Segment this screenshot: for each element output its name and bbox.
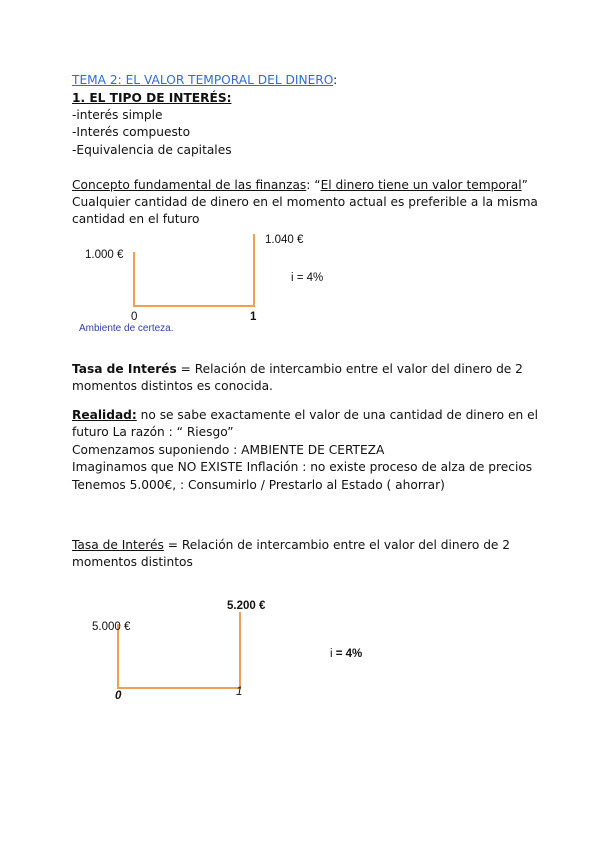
tasa-term: Tasa de Interés	[72, 362, 177, 376]
list-item: -interés simple	[72, 108, 163, 122]
realidad-line-4: Imaginamos que NO EXISTE Inflación : no existe proceso de alza de precios	[72, 460, 533, 474]
diagram-caption: Ambiente de certeza.	[79, 323, 174, 334]
interest-rate-2	[330, 648, 362, 660]
title-link[interactable]: TEMA 2: EL VALOR TEMPORAL DEL DINERO	[72, 73, 334, 87]
time-0: 0	[131, 311, 138, 323]
concept-end: ”	[521, 178, 528, 192]
realidad-term: Realidad:	[72, 408, 137, 422]
realidad-text: no se sabe exactamente el valor de una cantidad de dinero en el	[136, 408, 538, 422]
tasa-text: = Relación de intercambio entre el valor del dinero de 2	[176, 362, 523, 376]
tasa-line-2: momentos distintos es conocida.	[72, 379, 273, 393]
time-1: 1	[250, 311, 257, 323]
realidad-line-5: Tenemos 5.000€, : Consumirlo / Prestarlo al Estado ( ahorrar)	[72, 478, 445, 492]
concept-text-1: Cualquier cantidad de dinero en el momento actual es preferible a la misma	[72, 195, 538, 209]
tasa2-line-2: momentos distintos	[72, 555, 193, 569]
end-amount-2: 5.200 €	[227, 600, 266, 612]
realidad-line-3: Comenzamos suponiendo : AMBIENTE DE CERTEZA	[72, 443, 385, 457]
timeline-path-2	[118, 612, 240, 688]
concept-quote: El dinero tiene un valor temporal	[320, 178, 522, 192]
title-colon: :	[333, 73, 338, 87]
section-heading: 1. EL TIPO DE INTERÉS:	[72, 91, 232, 105]
concept-sep: : “	[306, 178, 321, 192]
start-amount-2: 5.000 €	[92, 621, 131, 633]
end-amount: 1.040 €	[265, 234, 304, 246]
interest-rate: i = 4%	[291, 272, 324, 284]
realidad-line-2: futuro La razón : “ Riesgo”	[72, 425, 234, 439]
tasa2-term: Tasa de Interés	[72, 538, 164, 552]
rate-value: = 4%	[335, 648, 363, 660]
time-0-b: 0	[115, 690, 122, 702]
concept-label: Concepto fundamental de las finanzas	[72, 178, 307, 192]
time-1-b: 1	[236, 686, 243, 698]
list-item: -Equivalencia de capitales	[72, 143, 232, 157]
tasa2-text: = Relación de intercambio entre el valor del dinero de 2	[163, 538, 511, 552]
list-item: -Interés compuesto	[72, 125, 191, 139]
start-amount: 1.000 €	[85, 249, 124, 261]
rate-prefix: i	[330, 648, 336, 660]
concept-text-2: cantidad en el futuro	[72, 212, 200, 226]
